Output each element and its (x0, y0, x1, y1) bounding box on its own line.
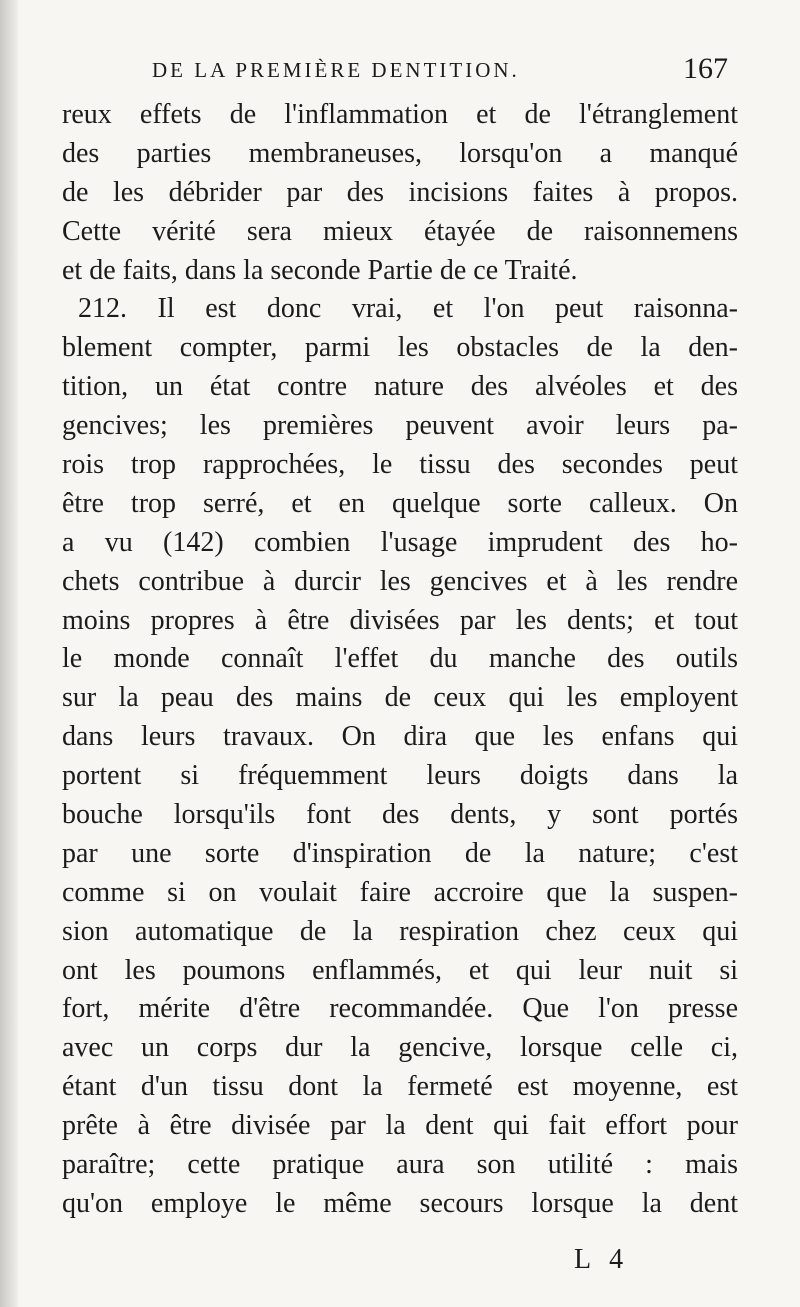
paragraph-start-line: 212. Il est donc vrai, et l'on peut raisonna- (78, 293, 738, 325)
text-line: rois trop rapprochées, le tissu des secondes peut (62, 449, 738, 481)
text-line: gencives; les premières peuvent avoir leurs pa- (62, 410, 738, 442)
running-head (140, 52, 740, 88)
text-line: Cette vérité sera mieux étayée de raisonnemens (62, 215, 738, 247)
text-line: étant d'un tissu dont la fermeté est moyenne, est (62, 1071, 738, 1103)
text-line: sion automatique de la respiration chez ceux qui (62, 915, 738, 947)
text-line: portent si fréquemment leurs doigts dans la (62, 760, 738, 792)
text-line: être trop serré, et en quelque sorte calleux. On (62, 487, 738, 519)
text-line: sur la peau des mains de ceux qui les employent (62, 682, 738, 714)
text-line: paraître; cette pratique aura son utilité : mais (62, 1149, 738, 1181)
text-line: dans leurs travaux. On dira que les enfans qui (62, 721, 738, 753)
text-line: comme si on voulait faire accroire que la suspen- (62, 876, 738, 908)
text-line: prête à être divisée par la dent qui fait effort pour (62, 1110, 738, 1142)
text-line: des parties membraneuses, lorsqu'on a manqué (62, 137, 738, 169)
text-line: qu'on employe le même secours lorsque la dent (62, 1187, 738, 1219)
text-line: blement compter, parmi les obstacles de la den- (62, 332, 738, 364)
text-line: de les débrider par des incisions faites à propos. (62, 176, 738, 208)
text-line: tition, un état contre nature des alvéoles et des (62, 371, 738, 403)
text-line: bouche lorsqu'ils font des dents, y sont portés (62, 799, 738, 831)
text-line: moins propres à être divisées par les dents; et tout (62, 604, 738, 636)
page-gutter-shadow (0, 0, 18, 1307)
text-line: ont les poumons enflammés, et qui leur nuit si (62, 954, 738, 986)
text-line: par une sorte d'inspiration de la nature; c'est (62, 837, 738, 869)
text-line: fort, mérite d'être recommandée. Que l'on presse (62, 993, 738, 1025)
text-line: a vu (142) combien l'usage imprudent des ho- (62, 526, 738, 558)
body-text (62, 96, 738, 1224)
running-title: DE LA PREMIÈRE DENTITION. (152, 58, 520, 82)
text-line: chets contribue à durcir les gencives et à les rendre (62, 565, 738, 597)
page-number: 167 (683, 52, 728, 85)
text-line: le monde connaît l'effet du manche des outils (62, 643, 738, 675)
text-line: avec un corps dur la gencive, lorsque celle ci, (62, 1032, 738, 1064)
text-line: et de faits, dans la seconde Partie de ce Traité. (62, 254, 578, 286)
text-line: reux effets de l'inflammation et de l'étranglement (62, 99, 738, 130)
signature-mark: L 4 (574, 1244, 630, 1275)
